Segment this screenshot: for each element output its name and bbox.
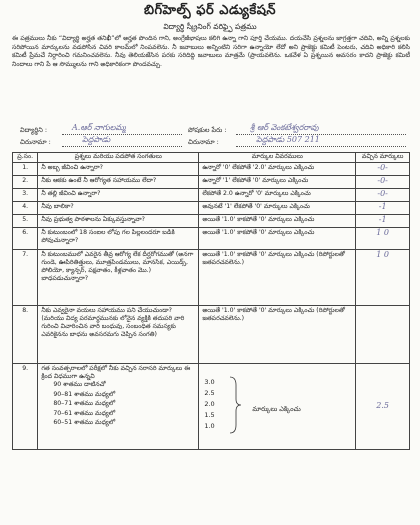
row-question: నీకు ఆకకు ఉంటే నీ ఆరోగ్యత సహాయము లేదా? (38, 176, 199, 189)
row-question: నీ కుటుంబంలో 18 సంఐల లోపు గల పిల్లలందరూ బడికి పోవుచున్నారా? (38, 228, 199, 250)
row-score: -0- (377, 189, 388, 198)
table-row (13, 176, 410, 189)
row-question: నీ కుటుంబములో ఎవరైన తీవ్ర ఆరోగ్య లేక దీర్ఘరోగముతో (అనగా గుండె, ఊపిరితిత్తులు, మూత్రపిండములు, మానసిక, ఎయిడ్స్, పోలియో, క్యాన్సర్, పక్షవాతం, కీళ్లవాతం మొ.) బాధపడుచున్నారా? (38, 250, 199, 306)
row-number: 7. (13, 250, 38, 306)
col-header-question: ప్రశ్నలు మరియు పదపోత సంగతులు (38, 153, 199, 163)
grade-range: 80–71 శాతము మధ్యలో (53, 400, 116, 407)
instructions-paragraph: ఈ పత్రములు నీకు “విద్యార్థి అర్హత తనిఖీ”లో అర్హత పొందిన గాని, అంగ్రేజీభాషలు కలిగి ఉన్నా గాని పూర్తి చేయము. దయచేసి ప్రశ్నలను జాగ్రత్తగా చదివి, అన్ని ప్రశ్నలకు సరిపోయిన మార్కులను వడపోసిన చివరి కాలమ్‌లో నింపవలెను. నీ జవాబులు అన్నింటిని సరిగా ఉన్నాయో లేదో అని ప్రాజెక్టు కమిటీ పెంటరు, చదివి అధికారి కలిసి కమిటీ ప్రేమచే నిర్దారించి గమనించవలెను. నీవు తెలియజేసిన పరకు సరిదిద్ది జవాబులు మాత్రమే (ప్రాయవలెను. ఒకవేళ ఏ ప్రశ్నయిన అవసరం కాదని ప్రాజెక్టు కమిటీ నిందాలు గాని పే ఆ సొమ్ములను గాని అధికారికంగా పొందవచ్చు. (12, 35, 410, 68)
address-label: చిరునామా : (188, 138, 219, 146)
row-marks-detail: లేకపోతే 2.0 ఉన్నారో '0' మార్కులు ఎక్కించు (199, 189, 356, 202)
table-header-row (13, 153, 410, 163)
row-score-field[interactable] (356, 202, 410, 215)
row-number: 6. (13, 228, 38, 250)
grade-scale-values (204, 377, 214, 432)
brace-icon (228, 375, 242, 435)
row-score-field[interactable] (356, 163, 410, 176)
address-value: పెద్దపాడు 507 211 (256, 135, 320, 144)
row-marks-detail: అయితే '1.0' కాకపోతే '0' మార్కులు ఎక్కించు (199, 215, 356, 228)
row-score: -1 (378, 202, 387, 211)
parent-name-value: శ్రీ ఆర్ వెంకటేశ్వరరావు (250, 123, 319, 132)
row-score: 1 0 (376, 250, 390, 259)
row-score-field[interactable] (356, 250, 410, 306)
row-score-field[interactable] (356, 215, 410, 228)
form-subtitle: విద్యార్థి స్క్రీనింగ్ వరిఫ్ఫై పత్రము (163, 22, 257, 31)
row-question: గత సంవత్సరాలలో పరీక్షలో నీకు వచ్చిన సరాసరి మార్కులు ఈ క్రింద విధముగా ఉన్నవి (41, 365, 191, 380)
row-score: -1 (378, 215, 387, 224)
row-score-field[interactable] (356, 189, 410, 202)
row-number: 1. (13, 163, 38, 176)
row-marks-detail: అయితే '1.0' కాకపోతే '0' మార్కులు ఎక్కించు (రిపోర్టులతో జతపరచవలెను.) (199, 250, 356, 306)
row-question: నీకు ఎవ్వరైనా వయలు సహాయము పని చేయుచుండా? (మరియు విద్య పరమార్థమునకు లోనైన వ్యక్తికి తదుపరి వారి గురించి విచారించిన వారి బంధువు, సంబంధిత సమస్యకు ఎవరికైనను బాధను అవసరమగు చెప్పిన సంగతి) (38, 306, 199, 364)
grade-marks-label: మార్కులు ఎక్కించు (252, 405, 301, 413)
table-row (13, 364, 410, 450)
address-line (236, 146, 406, 147)
screening-table (12, 152, 410, 450)
table-row (13, 228, 410, 250)
row-number: 5. (13, 215, 38, 228)
col-header-marks-detail: మార్కుల వివరములు (199, 153, 356, 163)
parent-name-label: పోషకుల పేరు : (188, 126, 227, 134)
row-marks-detail: అయితే '1.0' కాకపోతే '0' మార్కులు ఎక్కించు (రిపోర్టులతో జతపరచవలెను.) (199, 306, 356, 364)
row-question: నీవు ప్రభుత్వ పాఠశాలను ఏక్కువస్తున్నావా? (38, 215, 199, 228)
row-marks-detail: ఉన్నారో '0' లేకపోతే '2.0' మార్కులు ఎక్కించు (199, 163, 356, 176)
row-score-field[interactable] (356, 306, 410, 364)
col-header-number: ప్ర.సం. (13, 153, 38, 163)
student-name-label: విద్యార్థిని : (20, 126, 48, 134)
row-score: 2.5 (376, 401, 390, 410)
row-number: 3. (13, 189, 38, 202)
row-number: 9. (13, 364, 38, 450)
village-value: పెద్దపాడు (82, 135, 111, 144)
village-line (62, 146, 182, 147)
row-number: 2. (13, 176, 38, 189)
table-row (13, 250, 410, 306)
student-name-value: A.ఆర్ నాగులమ్మ (72, 123, 126, 132)
village-label: చిరునామా : (20, 138, 51, 146)
row-marks-detail: అయితే '1.0' కాకపోతే '0' మార్కులు ఎక్కించు (199, 228, 356, 250)
grade-scale-value: 2.5 (204, 389, 215, 397)
grade-range: 60–51 శాతము మధ్యలో (53, 419, 116, 426)
table-row (13, 163, 410, 176)
grade-range: 90 శాతము దాటినచో (53, 381, 106, 388)
row-number: 8. (13, 306, 38, 364)
row-question-grades (38, 364, 199, 450)
student-name-line (62, 134, 182, 135)
row-marks-detail: ఉన్నారో '1' లేకపోతే '0' మార్కులు ఎక్కించు (199, 176, 356, 189)
grade-range: 90–81 శాతము మధ్యలో (53, 390, 116, 398)
row-score-field[interactable] (356, 364, 410, 450)
col-header-marks-received: వచ్చిన మార్కులు (356, 153, 410, 163)
table-row (13, 202, 410, 215)
row-question: నీవు బాలికా? (38, 202, 199, 215)
grade-scale-value: 3.0 (204, 378, 215, 386)
row-score-field[interactable] (356, 176, 410, 189)
grade-range: 70–61 శాతము మధ్యలో (53, 409, 116, 417)
row-marks-detail: అవునటే '1' లేకపోతే '0' మార్కులు ఎక్కించు (199, 202, 356, 215)
grade-scale (202, 375, 352, 441)
row-question: నీ అబ్బ జీవించి ఉన్నారా? (38, 163, 199, 176)
table-row (13, 189, 410, 202)
form-title: బిగ్‌హెల్ప్ ఫర్ ఎడ్యుకేషన్ (143, 3, 277, 18)
row-marks-detail (199, 364, 356, 450)
row-score: -0- (377, 176, 388, 185)
row-score: 1 0 (376, 228, 390, 237)
row-question: నీ తల్లి జీవించి ఉన్నారా? (38, 189, 199, 202)
grade-scale-value: 1.5 (204, 411, 215, 419)
row-score-field[interactable] (356, 228, 410, 250)
row-score: -0- (377, 163, 388, 172)
row-number: 4. (13, 202, 38, 215)
grade-range-list (41, 381, 195, 429)
table-row (13, 306, 410, 364)
table-row (13, 215, 410, 228)
grade-scale-value: 1.0 (204, 422, 215, 430)
grade-scale-value: 2.0 (204, 400, 215, 408)
